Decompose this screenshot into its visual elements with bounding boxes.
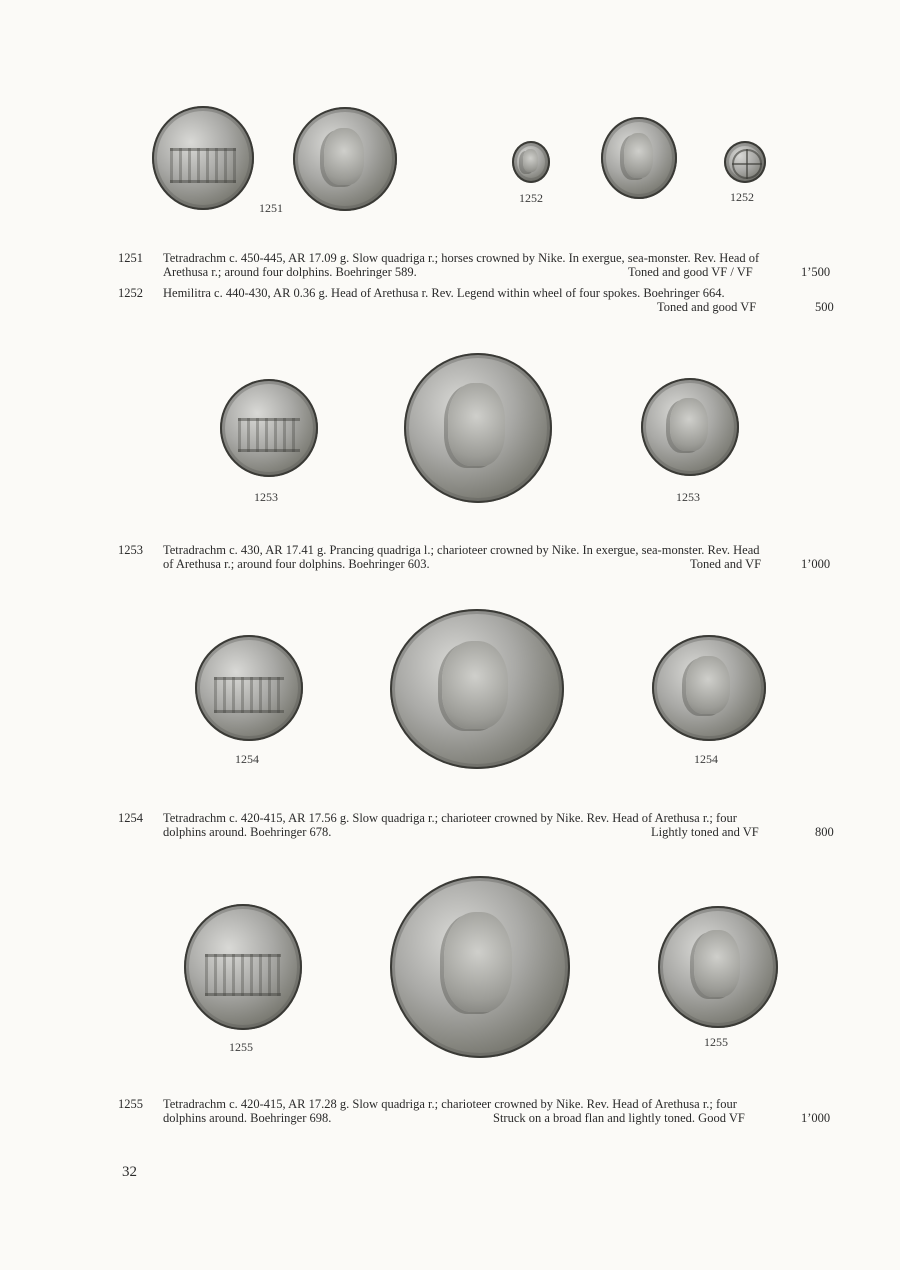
figure-caption: 1251 — [259, 201, 283, 215]
coin-1253-reverse-image — [641, 378, 739, 476]
entry-description: Tetradrachm c. 420-415, AR 17.56 g. Slow quadriga r.; charioteer crowned by Nike. Rev. Head of Arethusa r.; four — [163, 811, 737, 825]
estimate: 500 — [815, 300, 834, 314]
coin-1252-enlarged-image — [601, 117, 677, 199]
entry-description: of Arethusa r.; around four dolphins. Boehringer 603. — [163, 557, 430, 571]
lot-number: 1252 — [118, 286, 143, 300]
coin-1255-reverse-image — [658, 906, 778, 1028]
coin-1251-obverse-image — [152, 106, 254, 210]
coin-1255-obverse-image — [184, 904, 302, 1030]
entry-description: Hemilitra c. 440-430, AR 0.36 g. Head of Arethusa r. Rev. Legend within wheel of four spokes. Boehringer 664. — [163, 286, 725, 300]
estimate: 1’000 — [801, 557, 831, 571]
figure-caption: 1255 — [704, 1035, 728, 1049]
entry-description: dolphins around. Boehringer 698. — [163, 1111, 332, 1125]
coin-1254-obverse-image — [195, 635, 303, 741]
page-number: 32 — [122, 1164, 137, 1180]
grade: Struck on a broad flan and lightly toned. Good VF — [493, 1111, 745, 1125]
lot-number: 1254 — [118, 811, 143, 825]
figure-caption: 1252 — [730, 190, 754, 204]
grade: Toned and good VF / VF — [628, 265, 753, 279]
figure-caption: 1253 — [254, 490, 278, 504]
lot-number: 1255 — [118, 1097, 143, 1111]
coin-1253-obverse-image — [220, 379, 318, 477]
lot-number: 1251 — [118, 251, 143, 265]
entry-description: Arethusa r.; around four dolphins. Boehringer 589. — [163, 265, 417, 279]
coin-1252-reverse-image — [724, 141, 766, 183]
grade: Toned and good VF — [657, 300, 757, 314]
entry-description: Tetradrachm c. 450-445, AR 17.09 g. Slow quadriga r.; horses crowned by Nike. In exergue, sea-monster. Rev. Head of — [163, 251, 760, 265]
figure-caption: 1254 — [694, 752, 718, 766]
figure-caption: 1253 — [676, 490, 700, 504]
catalogue-entry — [118, 811, 840, 841]
coin-1255-reverse-enlarged-image — [390, 876, 570, 1058]
catalogue-entry — [118, 1097, 840, 1127]
estimate: 1’500 — [801, 265, 831, 279]
figure-caption: 1252 — [519, 191, 543, 205]
coin-1252-obverse-image — [512, 141, 550, 183]
figure-caption: 1254 — [235, 752, 259, 766]
catalogue-entry — [118, 251, 840, 281]
grade: Toned and VF — [690, 557, 762, 571]
coin-1254-reverse-enlarged-image — [390, 609, 564, 769]
entry-description: Tetradrachm c. 420-415, AR 17.28 g. Slow quadriga r.; charioteer crowned by Nike. Rev. Head of Arethusa r.; four — [163, 1097, 737, 1111]
grade: Lightly toned and VF — [651, 825, 759, 839]
lot-number: 1253 — [118, 543, 143, 557]
coin-1251-reverse-image — [293, 107, 397, 211]
entry-description: Tetradrachm c. 430, AR 17.41 g. Prancing quadriga l.; charioteer crowned by Nike. In exergue, sea-monster. Rev. Head — [163, 543, 760, 557]
catalogue-entry — [118, 286, 840, 316]
estimate: 1’000 — [801, 1111, 831, 1125]
entry-description: dolphins around. Boehringer 678. — [163, 825, 332, 839]
catalogue-entry — [118, 543, 840, 573]
coin-1254-reverse-image — [652, 635, 766, 741]
figure-caption: 1255 — [229, 1040, 253, 1054]
estimate: 800 — [815, 825, 834, 839]
coin-1253-reverse-enlarged-image — [404, 353, 552, 503]
